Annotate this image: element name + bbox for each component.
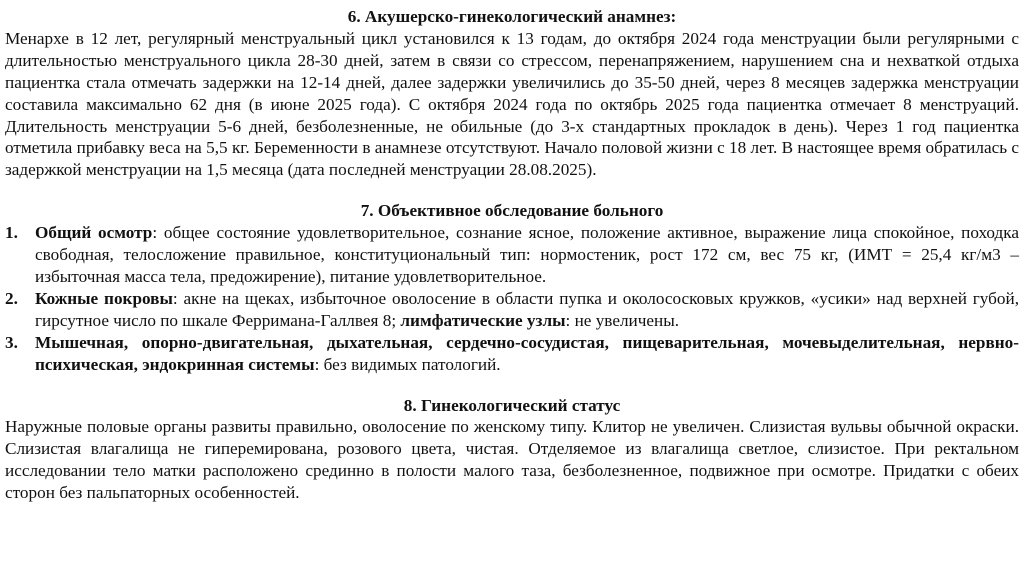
item-term-lymph: лимфатические узлы xyxy=(400,310,566,330)
item-text: : общее состояние удовлетворительное, сознание ясное, положение активное, выражение лица спокойное, походка свободная, телосложение правильное, конституциональный тип: нормостеник, рост 172 см, вес 75 кг, (ИМТ = 25,4 кг/м3 – избыточная масса тела, предожирение), питание удовлетворительное. xyxy=(35,223,1019,286)
item-term: Мышечная, опорно-двигательная, дыхательная, сердечно-сосудистая, пищеварительная, мочевыделительная, нервно-психическая, эндокринная системы xyxy=(35,332,1019,374)
list-item-systems xyxy=(5,332,1019,376)
item-term: Общий осмотр xyxy=(35,223,153,243)
list-number: 3. xyxy=(5,332,18,352)
section-7-heading: 7. Объективное обследование больного xyxy=(360,201,664,221)
section-gap xyxy=(5,181,1019,200)
section-8-paragraph: Наружные половые органы развиты правильно, оволосение по женскому типу. Клитор не увеличен. Слизистая вульвы обычной окраски. Слизистая влагалища не гиперемирована, розового цвета, чистая. Отделяемое из влагалища светлое, слизистое. При ректальном исследовании тело матки расположено срединно в полости малого таза, безболезненное, подвижное при осмотре. Придатки с обеих сторон без пальпаторных особенностей. xyxy=(5,417,1019,503)
list-item-general-exam xyxy=(5,222,1019,288)
item-term: Кожные покровы xyxy=(35,288,173,308)
list-item-skin xyxy=(5,288,1019,332)
section-6-paragraph: Менархе в 12 лет, регулярный менструальный цикл установился к 13 годам, до октября 2024 года менструации были регулярными с длительностью менструального цикла 28-30 дней, затем в связи со стрессом, перенапряжением, нарушением сна и нехваткой отдыха пациентка стала отмечать задержки на 12-14 дней, далее задержки увеличились до 35-50 дней, через 8 месяцев задержка менструации составила максимально 62 дня (в июне 2025 года). С октября 2024 года по октябрь 2025 года пациентка отмечает 8 менструаций. Длительность менструации 5-6 дней, безболезненные, не обильные (до 3-х стандартных прокладок в день). Через 1 год пациентка отметила прибавку веса на 5,5 кг. Беременности в анамнезе отсутствуют. Начало половой жизни с 18 лет. В настоящее время обратилась с задержкой менструации на 1,5 месяца (дата последней менструации 28.08.2025). xyxy=(5,28,1019,180)
section-gap xyxy=(5,376,1019,395)
exam-list xyxy=(5,222,1019,375)
item-text: : акне на щеках, избыточное оволосение в области пупка и околососковых кружков, «усики» над верхней губой, гирсутное число по шкале Ферримана-Галлвея 8; xyxy=(35,288,1020,330)
item-text-lymph: : не увеличены. xyxy=(565,310,680,330)
section-6-heading: 6. Акушерско-гинекологический анамнез: xyxy=(347,7,677,26)
list-number: 2. xyxy=(5,288,18,308)
list-number: 1. xyxy=(5,223,18,243)
section-8-heading: 8. Гинекологический статус xyxy=(403,395,621,415)
item-text: : без видимых патологий. xyxy=(314,354,501,374)
